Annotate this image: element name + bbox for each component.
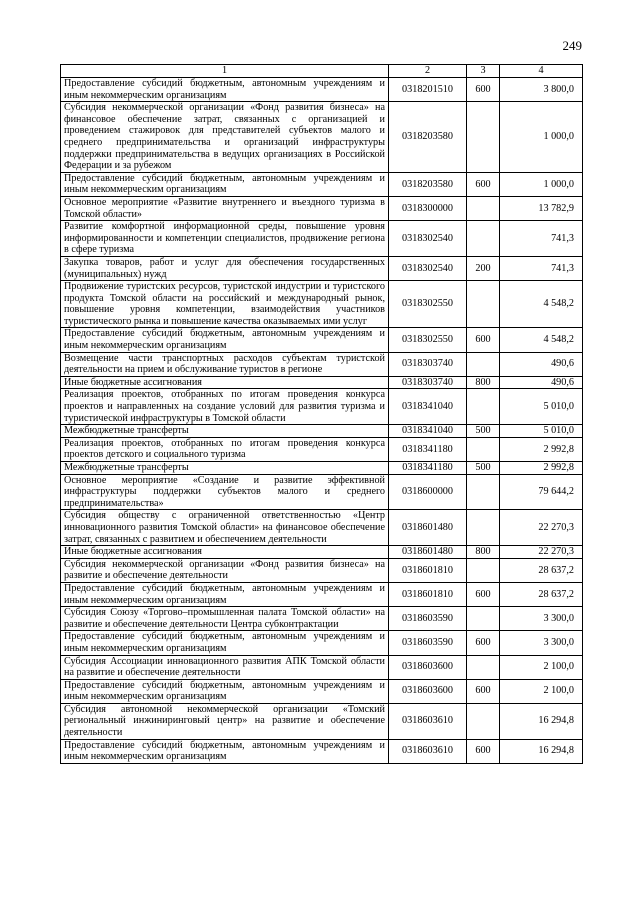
amount-cell: 4 548,2 [500,281,583,328]
description-cell: Закупка товаров, работ и услуг для обеспечения государственных (муниципальных) нужд [61,256,389,280]
description-cell: Предоставление субсидий бюджетным, автономным учреждениям и иным некоммерческим организациям [61,582,389,606]
expense-type-cell [467,352,500,376]
code-cell: 0318603610 [389,703,467,739]
table-row [61,607,583,631]
expense-type-cell: 600 [467,582,500,606]
code-cell: 0318303740 [389,352,467,376]
expense-type-cell: 600 [467,739,500,763]
amount-cell: 28 637,2 [500,558,583,582]
header-cell: 3 [467,65,500,78]
table-row [61,474,583,510]
code-cell: 0318601810 [389,558,467,582]
description-cell: Предоставление субсидий бюджетным, автономным учреждениям и иным некоммерческим организациям [61,172,389,196]
amount-cell: 5 010,0 [500,425,583,438]
page-number: 249 [562,38,582,53]
expense-type-cell: 600 [467,78,500,102]
table-row [61,546,583,559]
code-cell: 0318302550 [389,281,467,328]
table-row [61,739,583,763]
description-cell: Субсидия Ассоциации инновационного развития АПК Томской области на развитие и обеспечение деятельности [61,655,389,679]
code-cell: 0318341180 [389,437,467,461]
table-row [61,655,583,679]
code-cell: 0318600000 [389,474,467,510]
code-cell: 0318601480 [389,546,467,559]
amount-cell: 22 270,3 [500,510,583,546]
table-header-row [61,65,583,78]
amount-cell: 2 992,8 [500,437,583,461]
code-cell: 0318203580 [389,102,467,173]
code-cell: 0318603590 [389,631,467,655]
description-cell: Возмещение части транспортных расходов субъектам туристской деятельности на прием и обслуживание туристов в регионе [61,352,389,376]
amount-cell: 22 270,3 [500,546,583,559]
description-cell: Продвижение туристских ресурсов, туристской индустрии и туристского продукта Томской области на российский и международный рынок, повышение уровня компетенции, взаимодействия участников туристического рынка и повышение качества оказываемых ими услуг [61,281,389,328]
amount-cell: 2 100,0 [500,655,583,679]
code-cell: 0318303740 [389,376,467,389]
amount-cell: 3 800,0 [500,78,583,102]
description-cell: Реализация проектов, отобранных по итогам проведения конкурса проектов и направленных на создание условий для развития туризма и туристической инфраструктуры в Томской области [61,389,389,425]
code-cell: 0318601480 [389,510,467,546]
expense-type-cell: 500 [467,425,500,438]
amount-cell: 2 992,8 [500,462,583,475]
amount-cell: 741,3 [500,221,583,257]
header-cell: 1 [61,65,389,78]
amount-cell: 1 000,0 [500,102,583,173]
code-cell: 0318300000 [389,196,467,220]
table-row [61,256,583,280]
description-cell: Предоставление субсидий бюджетным, автономным учреждениям и иным некоммерческим организациям [61,328,389,352]
description-cell: Предоставление субсидий бюджетным, автономным учреждениям и иным некоммерческим организациям [61,78,389,102]
expense-type-cell: 600 [467,631,500,655]
table-row [61,462,583,475]
amount-cell: 490,6 [500,352,583,376]
expense-type-cell [467,655,500,679]
description-cell: Иные бюджетные ассигнования [61,546,389,559]
expense-type-cell [467,510,500,546]
table-row [61,437,583,461]
code-cell: 0318601810 [389,582,467,606]
expense-type-cell: 600 [467,679,500,703]
budget-table [60,64,583,764]
amount-cell: 5 010,0 [500,389,583,425]
amount-cell: 3 300,0 [500,631,583,655]
table-row [61,558,583,582]
table-row [61,582,583,606]
description-cell: Предоставление субсидий бюджетным, автономным учреждениям и иным некоммерческим организациям [61,631,389,655]
expense-type-cell [467,221,500,257]
table-row [61,172,583,196]
table-row [61,328,583,352]
table-row [61,376,583,389]
code-cell: 0318201510 [389,78,467,102]
code-cell: 0318603590 [389,607,467,631]
code-cell: 0318603600 [389,655,467,679]
expense-type-cell: 600 [467,328,500,352]
amount-cell: 16 294,8 [500,703,583,739]
expense-type-cell [467,196,500,220]
expense-type-cell [467,281,500,328]
table-row [61,631,583,655]
code-cell: 0318341180 [389,462,467,475]
description-cell: Реализация проектов, отобранных по итогам проведения конкурса проектов детского и социального туризма [61,437,389,461]
table-row [61,281,583,328]
table-row [61,679,583,703]
amount-cell: 16 294,8 [500,739,583,763]
amount-cell: 13 782,9 [500,196,583,220]
expense-type-cell [467,102,500,173]
amount-cell: 1 000,0 [500,172,583,196]
expense-type-cell: 800 [467,376,500,389]
expense-type-cell [467,389,500,425]
code-cell: 0318341040 [389,389,467,425]
code-cell: 0318341040 [389,425,467,438]
expense-type-cell [467,437,500,461]
code-cell: 0318302540 [389,256,467,280]
expense-type-cell: 200 [467,256,500,280]
description-cell: Межбюджетные трансферты [61,462,389,475]
expense-type-cell [467,703,500,739]
table-row [61,389,583,425]
table-row [61,703,583,739]
description-cell: Межбюджетные трансферты [61,425,389,438]
description-cell: Субсидия некоммерческой организации «Фонд развития бизнеса» на финансовое обеспечение затрат, связанных с организацией и проведением стажировок для представителей субъектов малого и среднего предпринимательства и организаций инфраструктуры поддержки предпринимательства в ведущих организациях в Российской Федерации и за рубежом [61,102,389,173]
amount-cell: 2 100,0 [500,679,583,703]
description-cell: Субсидия автономной некоммерческой организации «Томский региональный инжиниринговый центр» на развитие и обеспечение деятельности [61,703,389,739]
code-cell: 0318302540 [389,221,467,257]
code-cell: 0318603610 [389,739,467,763]
expense-type-cell: 800 [467,546,500,559]
table-row [61,221,583,257]
description-cell: Основное мероприятие «Развитие внутреннего и въездного туризма в Томской области» [61,196,389,220]
description-cell: Развитие комфортной информационной среды, повышение уровня информированности и компетенции специалистов, продвижение региона в сфере туризма [61,221,389,257]
amount-cell: 741,3 [500,256,583,280]
header-cell: 4 [500,65,583,78]
table-row [61,425,583,438]
expense-type-cell [467,558,500,582]
amount-cell: 490,6 [500,376,583,389]
amount-cell: 79 644,2 [500,474,583,510]
table-row [61,510,583,546]
description-cell: Основное мероприятие «Создание и развитие эффективной инфраструктуры поддержки субъектов малого и среднего предпринимательства» [61,474,389,510]
table-row [61,196,583,220]
table-row [61,78,583,102]
expense-type-cell [467,474,500,510]
description-cell: Субсидия обществу с ограниченной ответственностью «Центр инновационного развития Томской области» на финансовое обеспечение затрат, связанных с развитием и обеспечением деятельности [61,510,389,546]
table-row [61,352,583,376]
code-cell: 0318603600 [389,679,467,703]
amount-cell: 4 548,2 [500,328,583,352]
expense-type-cell [467,607,500,631]
code-cell: 0318302550 [389,328,467,352]
amount-cell: 3 300,0 [500,607,583,631]
description-cell: Предоставление субсидий бюджетным, автономным учреждениям и иным некоммерческим организациям [61,679,389,703]
description-cell: Иные бюджетные ассигнования [61,376,389,389]
amount-cell: 28 637,2 [500,582,583,606]
header-cell: 2 [389,65,467,78]
description-cell: Субсидия Союзу «Торгово–промышленная палата Томской области» на развитие и обеспечение деятельности Центра субконтрактации [61,607,389,631]
expense-type-cell: 600 [467,172,500,196]
table-row [61,102,583,173]
code-cell: 0318203580 [389,172,467,196]
description-cell: Субсидия некоммерческой организации «Фонд развития бизнеса» на развитие и обеспечение деятельности [61,558,389,582]
description-cell: Предоставление субсидий бюджетным, автономным учреждениям и иным некоммерческим организациям [61,739,389,763]
expense-type-cell: 500 [467,462,500,475]
